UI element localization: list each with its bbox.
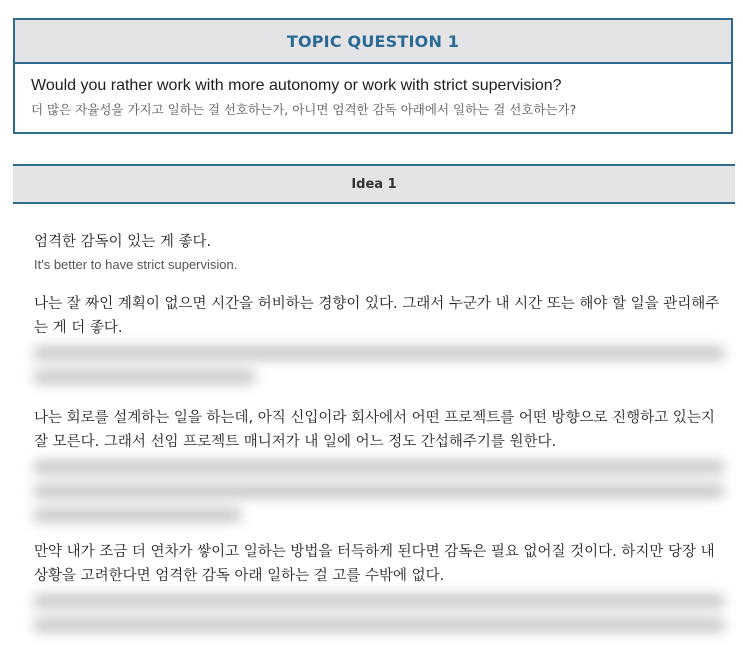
claim-korean: 엄격한 감독이 있는 게 좋다. (34, 234, 212, 250)
paragraph-1: 나는 잘 짜인 계획이 없으면 시간을 허비하는 경향이 있다. 그래서 누군가 내 시간 또는 해야 할 일을 관리해주는 게 더 좋다. (34, 296, 720, 336)
idea-title: Idea 1 (351, 176, 397, 192)
topic-title: TOPIC QUESTION 1 (286, 31, 460, 51)
topic-body (15, 64, 731, 118)
idea-content (34, 232, 724, 642)
topic-question-box (13, 18, 733, 134)
blurred-text-3 (34, 594, 724, 632)
idea-header (13, 164, 735, 204)
question-korean: 더 많은 자율성을 가지고 일하는 걸 선호하는가, 아니면 엄격한 감독 아래에서 일하는 걸 선호하는가? (31, 102, 577, 117)
question-english: Would you rather work with more autonomy or work with strict supervision? (31, 77, 562, 94)
blurred-text-1 (34, 346, 724, 384)
topic-header (15, 20, 731, 64)
paragraph-2: 나는 회로를 설계하는 일을 하는데, 아직 신입이라 회사에서 어떤 프로젝트를 어떤 방향으로 진행하고 있는지 잘 모른다. 그래서 선임 프로젝트 매니저가 내 일에 어느 정도 간섭해주기를 원한다. (34, 410, 715, 450)
blurred-text-2 (34, 460, 724, 522)
paragraph-3: 만약 내가 조금 더 연차가 쌓이고 일하는 방법을 터득하게 된다면 감독은 필요 없어질 것이다. 하지만 당장 내 상황을 고려한다면 엄격한 감독 아래 일하는 걸 고를 수밖에 없다. (34, 544, 715, 584)
claim-english: It's better to have strict supervision. (34, 257, 238, 272)
